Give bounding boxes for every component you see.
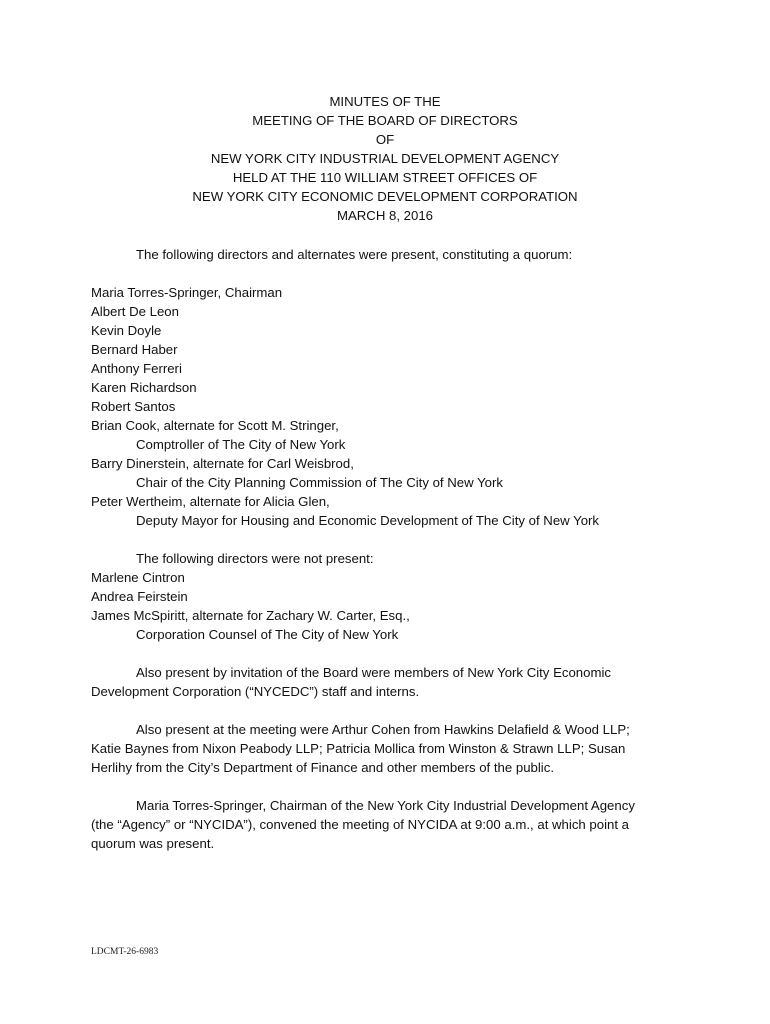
list-item: Andrea Feirstein xyxy=(91,589,188,604)
list-item: Barry Dinerstein, alternate for Carl Weisbrod, xyxy=(91,456,354,471)
heading-line: NEW YORK CITY INDUSTRIAL DEVELOPMENT AGENCY xyxy=(210,151,560,166)
list-item-continuation: Corporation Counsel of The City of New York xyxy=(136,627,399,642)
paragraph-also-present: Also present at the meeting were Arthur Cohen from Hawkins Delafield & Wood LLP; Katie Baynes from Nixon Peabody LLP; Patricia Mollica from Winston & Strawn LLP; Susan Herlihy from the City’s Department of Finance and other members of the public. xyxy=(91,722,630,775)
list-item: Maria Torres-Springer, Chairman xyxy=(91,285,283,300)
paragraph-nycedc-staff: Also present by invitation of the Board were members of New York City Economic Development Corporation (“NYCEDC”) staff and interns. xyxy=(91,665,611,699)
absent-directors-section xyxy=(91,549,711,644)
list-item: Robert Santos xyxy=(91,399,176,414)
list-item: Bernard Haber xyxy=(91,342,178,357)
heading-line: OF xyxy=(375,132,395,147)
document-id-footer: LDCMT-26-6983 xyxy=(91,947,159,957)
list-item: Peter Wertheim, alternate for Alicia Glen, xyxy=(91,494,330,509)
list-item-continuation: Comptroller of The City of New York xyxy=(136,437,346,452)
list-item: Albert De Leon xyxy=(91,304,179,319)
list-item: Marlene Cintron xyxy=(91,570,185,585)
list-item-continuation: Deputy Mayor for Housing and Economic Development of The City of New York xyxy=(136,513,600,528)
present-intro: The following directors and alternates were present, constituting a quorum: xyxy=(136,247,573,262)
heading-line: MEETING OF THE BOARD OF DIRECTORS xyxy=(252,113,518,128)
list-item: Kevin Doyle xyxy=(91,323,162,338)
present-directors-list xyxy=(91,283,711,530)
heading-line: HELD AT THE 110 WILLIAM STREET OFFICES OF xyxy=(232,170,538,185)
list-item: Karen Richardson xyxy=(91,380,197,395)
heading-line: NEW YORK CITY ECONOMIC DEVELOPMENT CORPORATION xyxy=(192,189,578,204)
list-item: James McSpiritt, alternate for Zachary W. Carter, Esq., xyxy=(91,608,410,623)
heading-date: MARCH 8, 2016 xyxy=(336,208,433,223)
minutes-heading xyxy=(0,92,770,225)
paragraph-convened: Maria Torres-Springer, Chairman of the New York City Industrial Development Agency (the “Agency” or “NYCIDA”), convened the meeting of NYCIDA at 9:00 a.m., at which point a quorum was present. xyxy=(91,798,635,851)
list-item: Anthony Ferreri xyxy=(91,361,182,376)
list-item: Brian Cook, alternate for Scott M. Stringer, xyxy=(91,418,339,433)
list-item-continuation: Chair of the City Planning Commission of The City of New York xyxy=(136,475,503,490)
heading-line: MINUTES OF THE xyxy=(329,94,441,109)
absent-intro: The following directors were not present: xyxy=(136,551,374,566)
